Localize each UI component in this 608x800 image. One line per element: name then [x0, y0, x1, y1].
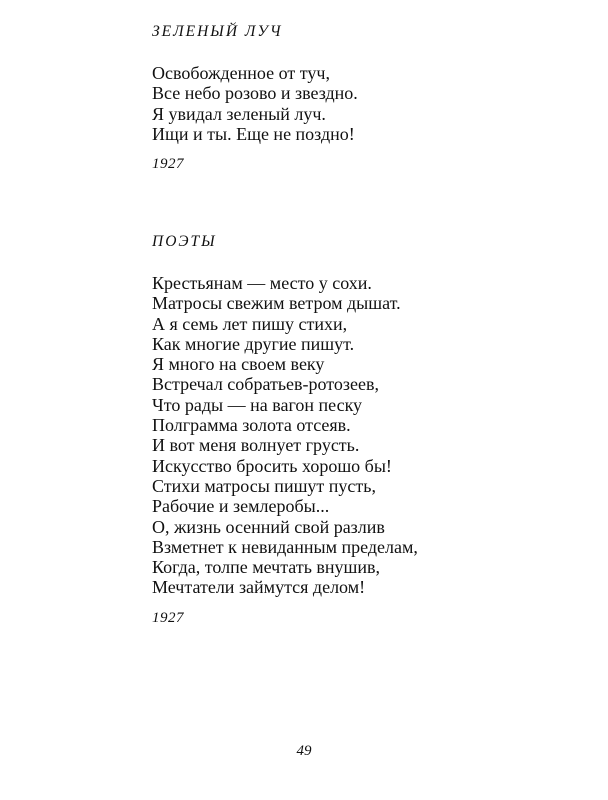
poem-line: Искусство бросить хорошо бы!: [152, 455, 392, 476]
poem-line: Мечтатели займутся делом!: [152, 577, 366, 598]
poem-line: И вот меня волнует грусть.: [152, 435, 360, 456]
poem-date: 1927: [152, 609, 184, 626]
poem-poets: [152, 232, 418, 628]
poem-title: ПОЭТЫ: [152, 233, 217, 250]
poem-line: Крестьянам — место у сохи.: [152, 273, 372, 293]
poem-line: Как многие другие пишут.: [152, 333, 355, 354]
poem-line: О, жизнь осенний свой разлив: [152, 516, 385, 537]
poem-stanza: [152, 63, 358, 144]
poem-date: 1927: [152, 156, 184, 173]
page-number: 49: [296, 743, 312, 759]
poem-line: Встречал собратьев-ротозеев,: [152, 374, 380, 395]
poem-line: Полграмма золота отсеяв.: [152, 415, 351, 436]
poem-line: Стихи матросы пишут пусть,: [152, 475, 376, 496]
poem-line: Ищи и ты. Еще не поздно!: [152, 123, 355, 144]
poem-line: Я увидал зеленый луч.: [152, 103, 326, 124]
poem-line: Все небо розово и звездно.: [152, 83, 358, 104]
poem-line: Я много на своем веку: [152, 354, 325, 375]
poem-line: Что рады — на вагон песку: [152, 394, 363, 415]
poem-line: Взметнет к невиданным пределам,: [152, 536, 418, 557]
poem-green-ray: [152, 22, 358, 174]
poem-line: Матросы свежим ветром дышат.: [152, 293, 401, 314]
poem-title: ЗЕЛЕНЫЙ ЛУЧ: [152, 23, 283, 40]
poem-line: Рабочие и землеробы...: [152, 496, 330, 517]
poem-line: Освобожденное от туч,: [152, 63, 330, 83]
poem-line: А я семь лет пишу стихи,: [152, 313, 348, 334]
poem-line: Когда, толпе мечтать внушив,: [152, 557, 381, 578]
poem-stanza: [152, 273, 418, 598]
